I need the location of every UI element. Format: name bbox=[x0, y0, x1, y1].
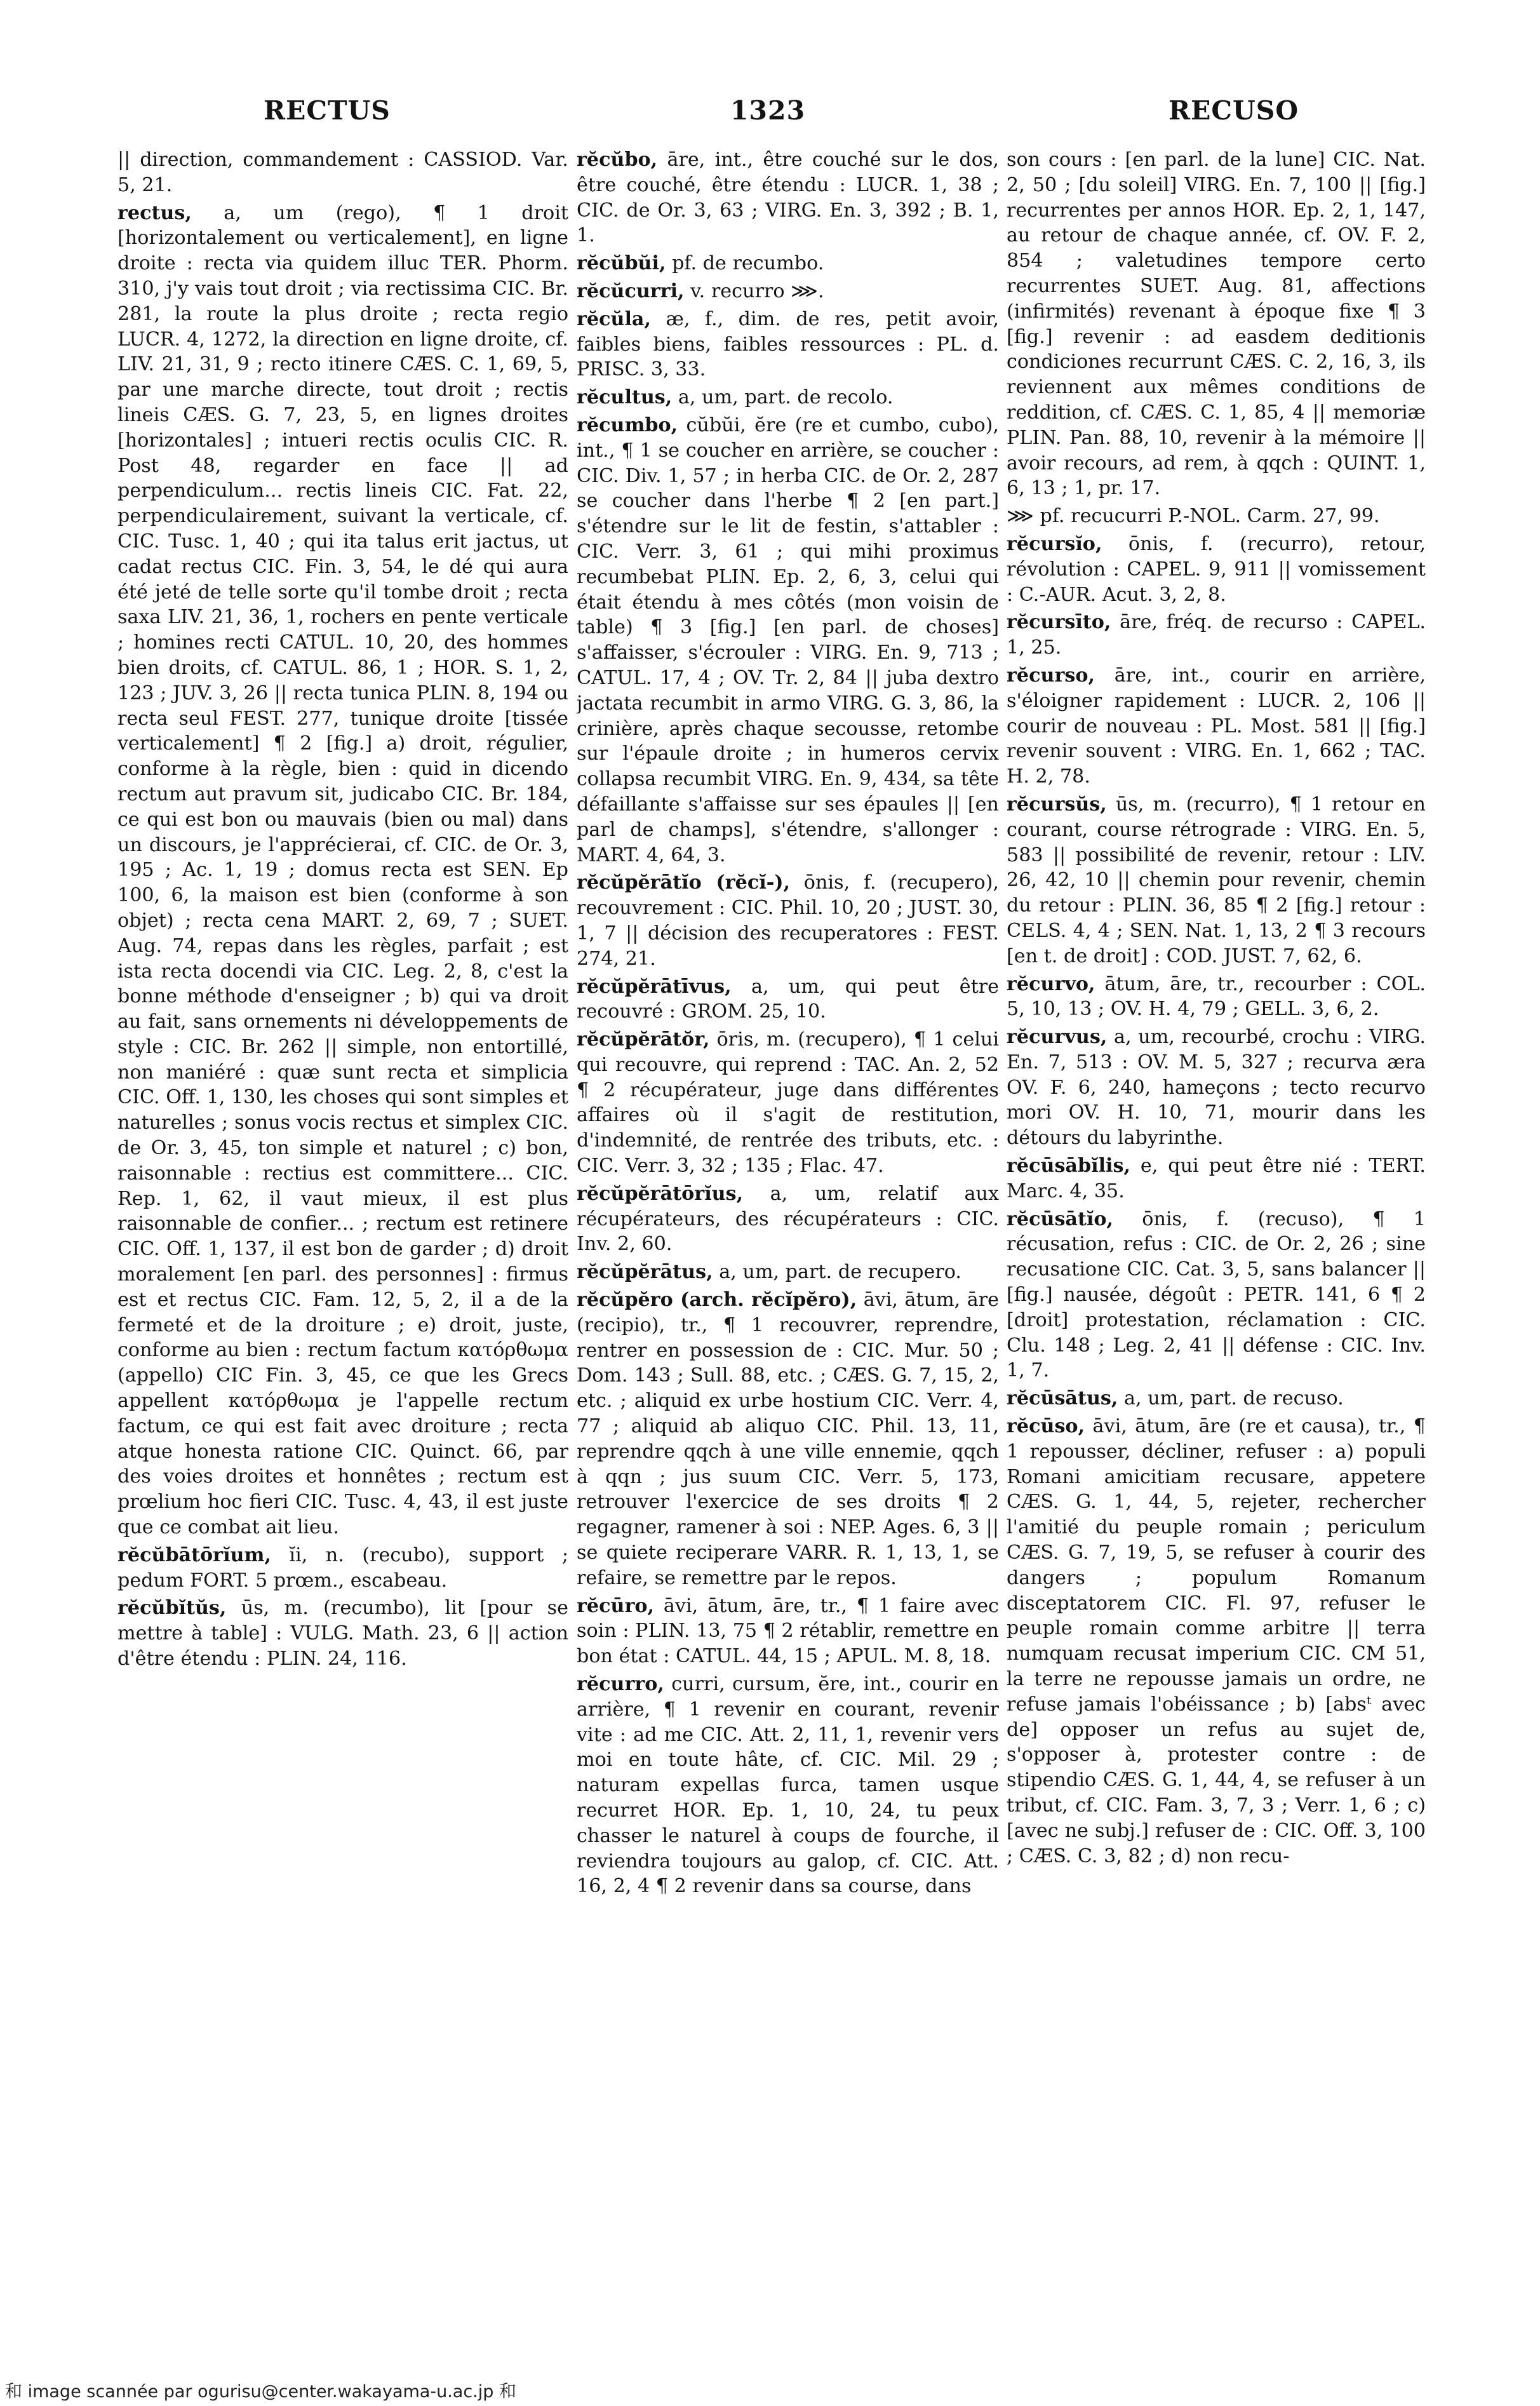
entry-text: ⋙ pf. recucurri P.-NOL. Carm. 27, 99. bbox=[1007, 505, 1380, 528]
entry-headword: rĕcurvo, bbox=[1007, 972, 1095, 995]
dictionary-entry bbox=[1007, 663, 1426, 790]
dictionary-entry bbox=[117, 1543, 568, 1594]
entry-headword: rĕcursīto, bbox=[1007, 611, 1111, 634]
entry-headword: rĕcŭbātōrĭum, bbox=[117, 1543, 271, 1566]
entry-headword: rĕcŭla, bbox=[577, 307, 651, 330]
entry-text: ātum, āre, tr., recourber : COL. 5, 10, 13 ; OV. H. 4, 79 ; GELL. 3, 6, 2. bbox=[1007, 972, 1426, 1021]
dictionary-entry bbox=[577, 147, 999, 248]
entry-text: ōnis, f. (recurro), retour, révolution : CAPEL. 9, 911 || vomissement : C.-AUR. Acut. 3, 2, 8. bbox=[1007, 532, 1426, 606]
running-head-left: RECTUS bbox=[264, 95, 391, 126]
dictionary-entry bbox=[577, 279, 999, 304]
entry-text: a, um, part. de recupero. bbox=[713, 1261, 962, 1284]
entry-text: āre, fréq. de recurso : CAPEL. 1, 25. bbox=[1007, 611, 1426, 659]
dictionary-entry bbox=[577, 307, 999, 382]
entry-headword: rĕcursŭs, bbox=[1007, 793, 1107, 816]
entry-text: || direction, commandement : CASSIOD. Var. 5, 21. bbox=[117, 149, 568, 196]
dictionary-entry bbox=[577, 1287, 999, 1591]
column-2 bbox=[577, 147, 999, 2351]
entry-text: ōnis, f. (recuso), ¶ 1 récusation, refus : CIC. de Or. 2, 26 ; sine recusatione CIC. Cat. 3, 5, sans balancer || [fig.] nausée, dégoût : PETR. 141, 6 ¶ 2 [droit] protestation, réclamation : CIC. Clu. 148 ; Leg. 2, 41 || défense : CIC. Inv. 1, 7. bbox=[1007, 1207, 1426, 1382]
entry-headword: rĕcūsābĭlis, bbox=[1007, 1155, 1131, 1178]
dictionary-entry bbox=[1007, 792, 1426, 969]
entry-headword: rĕcūso, bbox=[1007, 1415, 1085, 1438]
page-number: 1323 bbox=[730, 95, 806, 126]
entry-text: a, um, relatif aux récupérateurs, des récupérateurs : CIC. Inv. 2, 60. bbox=[577, 1182, 999, 1256]
dictionary-entry bbox=[577, 1181, 999, 1257]
dictionary-entry bbox=[577, 1594, 999, 1669]
entry-text: āre, int., courir en arrière, s'éloigner rapidement : LUCR. 2, 106 || courir de nouveau : PL. Most. 581 || [fig.] revenir souvent : VIRG. En. 1, 662 ; TAC. H. 2, 78. bbox=[1007, 664, 1426, 788]
dictionary-entry bbox=[1007, 610, 1426, 661]
dictionary-entry bbox=[577, 385, 999, 410]
entry-headword: rĕcŭpĕrātīvus, bbox=[577, 975, 732, 998]
entry-headword: rĕcurro, bbox=[577, 1673, 664, 1696]
entry-headword: rĕcŭcurri, bbox=[577, 279, 685, 302]
dictionary-entry bbox=[1007, 504, 1426, 529]
column-1 bbox=[117, 147, 568, 2351]
entry-headword: rĕcūsātĭo, bbox=[1007, 1207, 1114, 1230]
entry-headword: rĕcŭbo, bbox=[577, 149, 658, 171]
dictionary-entry bbox=[577, 870, 999, 971]
column-3 bbox=[1007, 147, 1426, 2351]
entry-headword: rĕcŭpĕrātĭo (rĕcĭ-), bbox=[577, 871, 791, 894]
scan-credit: 和 image scannée par ogurisu@center.wakayama-u.ac.jp 和 bbox=[5, 2382, 516, 2402]
page-header bbox=[0, 95, 1540, 140]
entry-headword: rĕcultus, bbox=[577, 386, 673, 409]
entry-text: ūs, m. (recurro), ¶ 1 retour en courant, course rétrograde : VIRG. En. 5, 583 || possibilité de revenir, retour : LIV. 26, 42, 10 || chemin pour revenir, chemin du retour : PLIN. 36, 85 ¶ 2 [fig.] retour : CELS. 4, 4 ; SEN. Nat. 1, 13, 2 ¶ 3 recours [en t. de droit] : COD. JUST. 7, 62, 6. bbox=[1007, 793, 1426, 967]
entry-text: son cours : [en parl. de la lune] CIC. Nat. 2, 50 ; [du soleil] VIRG. En. 7, 100 || [fig.] recurrentes per annos HOR. Ep. 2, 1, 147, au retour de chaque année, cf. OV. F. 2, 854 ; valetudines tempore certo recurrentes SUET. Aug. 81, affections (infirmités) revenant à époque fixe ¶ 3 [fig.] revenir : ad easdem deditionis condiciones recurrunt CÆS. C. 2, 16, 3, ils reviennent aux mêmes conditions de reddition, cf. CÆS. C. 1, 85, 4 || memoriæ PLIN. Pan. 88, 10, revenir à la mémoire || avoir recours, ad rem, à qqch : QUINT. 1, 6, 13 ; 1, pr. 17. bbox=[1007, 149, 1426, 500]
dictionary-entry bbox=[1007, 1414, 1426, 1869]
entry-headword: rĕcŭbŭi, bbox=[577, 252, 666, 275]
entry-headword: rĕcŭpĕro (arch. rĕcĭpĕro), bbox=[577, 1289, 857, 1312]
entry-headword: rĕcŭpĕrātŏr, bbox=[577, 1028, 710, 1051]
entry-text: āre, int., être couché sur le dos, être couché, être étendu : LUCR. 1, 38 ; CIC. de Or. 3, 63 ; VIRG. En. 3, 392 ; B. 1, 1. bbox=[577, 149, 999, 247]
dictionary-entry bbox=[1007, 1025, 1426, 1151]
dictionary-entry bbox=[577, 1260, 999, 1285]
entry-headword: rĕcŭbĭtŭs, bbox=[117, 1597, 227, 1620]
entry-headword: rĕcurvus, bbox=[1007, 1026, 1108, 1049]
entry-text: a, um (rego), ¶ 1 droit [horizontalement ou verticalement], en ligne droite : recta via quidem illuc TER. Phorm. 310, j'y vais tout droit ; via rectissima CIC. Br. 281, la route la plus droite ; recta regio LUCR. 4, 1272, la direction en ligne droite, cf. LIV. 21, 31, 9 ; recto itinere CÆS. C. 1, 69, 5, par une marche directe, tout droit ; rectis lineis CÆS. G. 7, 23, 5, en lignes droites [horizontales] ; intueri rectis oculis CIC. R. Post 48, regarder en face || ad perpendiculum... rectis lineis CIC. Fat. 22, perpendiculairement, suivant la verticale, cf. CIC. Tusc. 1, 40 ; qui ita talus erit jactus, ut cadat rectus CIC. Fin. 3, 54, le dé qui aura été jeté de telle sorte qu'il tombe droit ; recta saxa LIV. 21, 36, 1, rochers en pente verticale ; homines recti CATUL. 10, 20, des hommes bien droits, cf. CATUL. 86, 1 ; HOR. S. 1, 2, 123 ; JUV. 3, 26 || recta tunica PLIN. 8, 194 ou recta seul FEST. 277, tunique droite [tissée verticalement] ¶ 2 [fig.] a) droit, régulier, conforme à la règle, bien : quid in dicendo rectum aut pravum sit, judicabo CIC. Br. 184, ce qui est bon ou mauvais (bien ou mal) dans un discours, je l'apprécierai, cf. CIC. de Or. 3, 195 ; Ac. 1, 19 ; domus recta est SEN. Ep 100, 6, la maison est bien (conforme à son objet) ; recta cena MART. 2, 69, 7 ; SUET. Aug. 74, repas dans les règles, parfait ; est ista recta docendi via CIC. Leg. 2, 8, c'est la bonne méthode d'enseigner ; b) qui va droit au fait, sans ornements ni développements de style : CIC. Br. 262 || simple, non entortillé, non maniéré : quæ sunt recta et simplicia CIC. Off. 1, 130, les choses qui sont simples et naturelles ; sonus vocis rectus et simplex CIC. de Or. 3, 45, ton simple et naturel ; c) bon, raisonnable : rectius est committere... CIC. Rep. 1, 62, il vaut mieux, il est plus raisonnable de confier... ; rectum est retinere CIC. Off. 1, 137, il est bon de garder ; d) droit moralement [en parl. des personnes] : firmus est et rectus CIC. Fam. 12, 5, 2, il a de la fermeté et de la droiture ; e) droit, juste, conforme au bien : rectum factum κατόρθωμα (appello) CIC Fin. 3, 45, ce que les Grecs appellent κατόρθωμα je l'appelle rectum factum, ce qui est fait avec droiture ; recta atque honesta ratione CIC. Quinct. 66, par des voies droites et honnêtes ; rectum est prœlium hoc fieri CIC. Tusc. 4, 43, il est juste que ce combat ait lieu. bbox=[117, 201, 568, 1539]
dictionary-entry bbox=[1007, 532, 1426, 607]
entry-headword: rĕcŭpĕrātus, bbox=[577, 1261, 713, 1284]
dictionary-entry bbox=[577, 1672, 999, 1899]
entry-text: ōris, m. (recupero), ¶ 1 celui qui recouvre, qui reprend : TAC. An. 2, 52 ¶ 2 récupérateur, juge dans différentes affaires où il s'agit de restitution, d'indemnité, de rentrée des tributs, etc. : CIC. Verr. 3, 32 ; 135 ; Flac. 47. bbox=[577, 1028, 999, 1178]
entry-text: e, qui peut être nié : TERT. Marc. 4, 35. bbox=[1007, 1155, 1426, 1202]
entry-text: æ, f., dim. de res, petit avoir, faibles biens, faibles ressources : PL. d. PRISC. 3, 33. bbox=[577, 307, 999, 381]
dictionary-entry bbox=[577, 413, 999, 868]
dictionary-entry bbox=[577, 251, 999, 276]
entry-headword: rĕcurso, bbox=[1007, 664, 1095, 687]
entry-text: a, um, qui peut être recouvré : GROM. 25, 10. bbox=[577, 975, 999, 1023]
entry-text: āvi, ātum, āre (re et causa), tr., ¶ 1 repousser, décliner, refuser : a) populi Romani amicitiam recusare, appetere CÆS. G. 1, 44, 5, rejeter, rechercher l'amitié du peuple romain ; periculum CÆS. G. 7, 19, 5, se refuser à courir des dangers ; populum Romanum disceptatorem CIC. Fl. 97, refuser le peuple romain comme arbitre || terra numquam recusat imperium CIC. CM 51, la terre ne repousse jamais un ordre, ne refuse jamais l'obéissance ; b) [absᵗ avec de] opposer un refus au sujet de, s'opposer à, protester contre : de stipendio CÆS. G. 1, 44, 4, se refuser à un tribut, cf. CIC. Fam. 3, 7, 3 ; Verr. 1, 6 ; c) [avec ne subj.] refuser de : CIC. Off. 3, 100 ; CÆS. C. 3, 82 ; d) non recu- bbox=[1007, 1415, 1426, 1867]
entry-headword: rĕcūsātus, bbox=[1007, 1387, 1118, 1410]
entry-text: āvi, ātum, āre (recipio), tr., ¶ 1 recouvrer, reprendre, rentrer en possession de : CIC. Mur. 50 ; Dom. 143 ; Sull. 88, etc. ; CÆS. G. 7, 15, 2, etc. ; aliquid ex urbe hostium CIC. Verr. 4, 77 ; aliquid ab aliquo CIC. Phil. 13, 11, reprendre qqch à une ville ennemie, qqch à qqn ; jus suum CIC. Verr. 5, 173, retrouver l'exercice de ses droits ¶ 2 regagner, ramener à soi : NEP. Ages. 6, 3 || se quiete reciperare VARR. R. 1, 13, 1, se refaire, se remettre par le repos. bbox=[577, 1289, 999, 1589]
entry-text: pf. de recumbo. bbox=[666, 252, 824, 275]
entry-headword: rĕcŭpĕrātōrĭus, bbox=[577, 1182, 744, 1205]
entry-text: a, um, part. de recolo. bbox=[672, 386, 894, 409]
dictionary-entry bbox=[1007, 972, 1426, 1023]
entry-text: curri, cursum, ĕre, int., courir en arrière, ¶ 1 revenir en courant, revenir vite : ad me CIC. Att. 2, 11, 1, revenir vers moi en toute hâte, cf. CIC. Mil. 29 ; naturam expellas furca, tamen usque recurret HOR. Ep. 1, 10, 24, tu peux chasser le naturel à coups de fourche, il reviendra toujours au galop, cf. CIC. Att. 16, 2, 4 ¶ 2 revenir dans sa course, dans bbox=[577, 1673, 999, 1898]
entry-text: āvi, ātum, āre, tr., ¶ 1 faire avec soin : PLIN. 13, 75 ¶ 2 rétablir, remettre en bon état : CATUL. 44, 15 ; APUL. M. 8, 18. bbox=[577, 1594, 999, 1668]
entry-text: ĭi, n. (recubo), support ; pedum FORT. 5 prœm., escabeau. bbox=[117, 1543, 568, 1592]
entry-text: ūs, m. (recumbo), lit [pour se mettre à table] : VULG. Math. 23, 6 || action d'être étendu : PLIN. 24, 116. bbox=[117, 1597, 568, 1670]
entry-headword: rectus, bbox=[117, 201, 192, 224]
dictionary-entry bbox=[1007, 147, 1426, 501]
dictionary-entry bbox=[1007, 1386, 1426, 1411]
dictionary-entry bbox=[577, 1027, 999, 1179]
entry-text: v. recurro ⋙. bbox=[684, 279, 824, 302]
entry-text: ōnis, f. (recupero), recouvrement : CIC. Phil. 10, 20 ; JUST. 30, 1, 7 || décision des recuperatores : FEST. 274, 21. bbox=[577, 871, 999, 970]
dictionary-entry bbox=[117, 201, 568, 1540]
entry-text: a, um, recourbé, crochu : VIRG. En. 7, 513 : OV. M. 5, 327 ; recurva æra OV. F. 6, 240, hameçons ; tecto recurvo mori OV. H. 10, 71, mourir dans les détours du labyrinthe. bbox=[1007, 1026, 1426, 1150]
dictionary-entry bbox=[577, 974, 999, 1025]
entry-text: cŭbŭi, ĕre (re et cumbo, cubo), int., ¶ 1 se coucher en arrière, se coucher : CIC. Div. 1, 57 ; in herba CIC. de Or. 2, 287 se coucher dans l'herbe ¶ 2 [en part.] s'étendre sur le lit de festin, s'attabler : CIC. Verr. 3, 61 ; qui mihi proximus recumbebat PLIN. Ep. 2, 6, 3, celui qui était étendu à mes côtés (mon voisin de table) ¶ 3 [fig.] [en parl. de choses] s'affaisser, s'écrouler : VIRG. En. 9, 713 ; CATUL. 17, 4 ; OV. Tr. 2, 84 || juba dextro jactata recumbit in armo VIRG. G. 3, 86, la crinière, après chaque secousse, retombe sur l'épaule droite ; in humeros cervix collapsa recumbit VIRG. En. 9, 434, sa tête défaillante s'affaisse sur ses épaules || [en parl de champs], s'étendre, s'allonger : MART. 4, 64, 3. bbox=[577, 413, 999, 866]
dictionary-entry bbox=[117, 147, 568, 198]
entry-headword: rĕcumbo, bbox=[577, 413, 678, 436]
dictionary-entry bbox=[117, 1596, 568, 1671]
dictionary-entry bbox=[1007, 1207, 1426, 1384]
entry-text: a, um, part. de recuso. bbox=[1118, 1387, 1344, 1410]
entry-headword: rĕcursĭo, bbox=[1007, 532, 1102, 555]
dictionary-entry bbox=[1007, 1153, 1426, 1204]
running-head-right: RECUSO bbox=[1168, 95, 1299, 126]
entry-headword: rĕcūro, bbox=[577, 1594, 654, 1617]
